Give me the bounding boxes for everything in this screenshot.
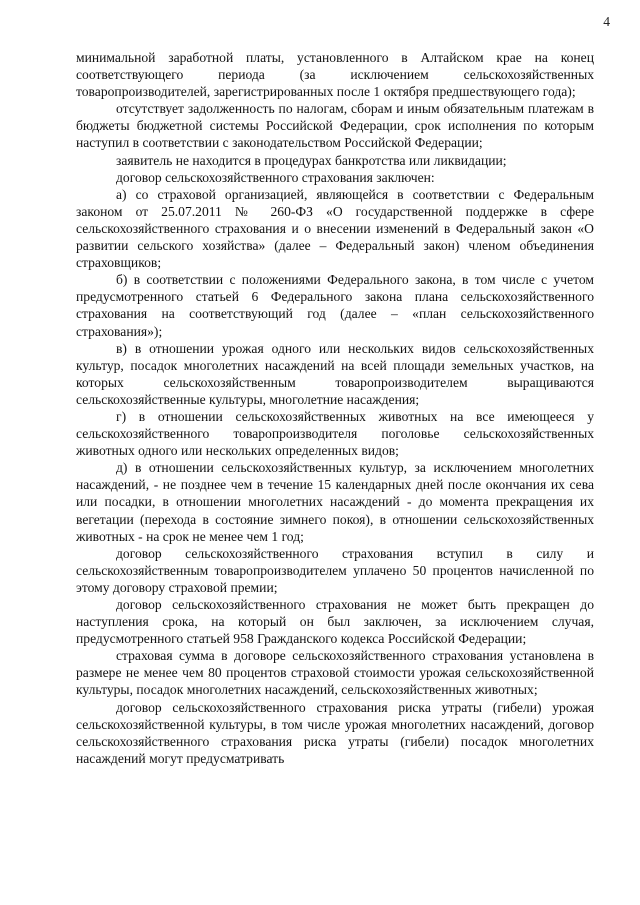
paragraph-item-d: д) в отношении сельскохозяйственных культур, за исключением многолетних насаждений, - не позднее чем в течение 15 календарных дней после окончания их сева или посадки, в отношении многолетних насаждений - до момента прекращения их вегетации (перехода в состояние зимнего покоя), в отношении сельскохозяйственных животных - на срок не менее чем 1 год; [76, 460, 594, 544]
paragraph-item-g: г) в отношении сельскохозяйственных животных на все имеющееся у сельскохозяйственного товаропроизводителя поголовье сельскохозяйственных животных одного или нескольких определенных видов; [76, 408, 594, 459]
paragraph-no-tax-debt: отсутствует задолженность по налогам, сборам и иным обязательным платежам в бюджеты бюджетной системы Российской Федерации, срок исполнения по которым наступил в соответствии с законодательством Российской Федерации; [76, 101, 594, 151]
paragraph-min-wage-continuation: минимальной заработной платы, установленного в Алтайском крае на конец соответствующего периода (за исключением сельскохозяйственных товаропроизводителей, зарегистрированных после 1 октября предшествующего года); [76, 50, 594, 100]
paragraph-item-b: б) в соответствии с положениями Федерального закона, в том числе с учетом предусмотренного статьей 6 Федерального закона плана сельскохозяйственного страхования на соответствующий год (далее – «план сельскохозяйственного страхования»); [76, 272, 594, 339]
paragraph-insured-sum: страховая сумма в договоре сельскохозяйственного страхования установлена в размере не менее чем 80 процентов страховой стоимости урожая сельскохозяйственной культуры, посадок многолетних насаждений, сельскохозяйственных животных; [76, 648, 594, 698]
paragraph-no-early-termination: договор сельскохозяйственного страхования не может быть прекращен до наступления срока, на который он был заключен, за исключением случая, предусмотренного статьей 958 Гражданского кодекса Российской Федерации; [76, 597, 594, 647]
paragraph-contract-in-force: договор сельскохозяйственного страхования вступил в силу и сельскохозяйственным товаропроизводителем уплачено 50 процентов начисленной по этому договору страховой премии; [76, 545, 594, 595]
paragraph-item-a: а) со страховой организацией, являющейся в соответствии с Федеральным законом от 25.07.2011 № 260-ФЗ «О государственной поддержке в сфере сельскохозяйственного страхования и о внесении изменений в Федеральный закон «О развитии сельского хозяйства» (далее – Федеральный закон) членом объединения страховщиков; [76, 186, 594, 271]
paragraph-insurance-contract-concluded: договор сельскохозяйственного страхования заключен: [116, 169, 435, 185]
paragraph-loss-risk-contract: договор сельскохозяйственного страхования риска утраты (гибели) урожая сельскохозяйственной культуры, в том числе урожая многолетних насаждений, договор сельскохозяйственного страхования риска утраты (гибели) посадок многолетних насаждений могут предусматривать [76, 699, 594, 766]
paragraph-item-v: в) в отношении урожая одного или нескольких видов сельскохозяйственных культур, посадок многолетних насаждений на всей площади земельных участков, на которых сельскохозяйственным товаропроизводителем выращиваются сельскохозяйственные культуры, многолетние насаждения; [76, 340, 594, 407]
page-number: 4 [603, 14, 610, 29]
document-body [76, 49, 594, 767]
paragraph-no-bankruptcy: заявитель не находится в процедурах банкротства или ликвидации; [116, 152, 507, 168]
